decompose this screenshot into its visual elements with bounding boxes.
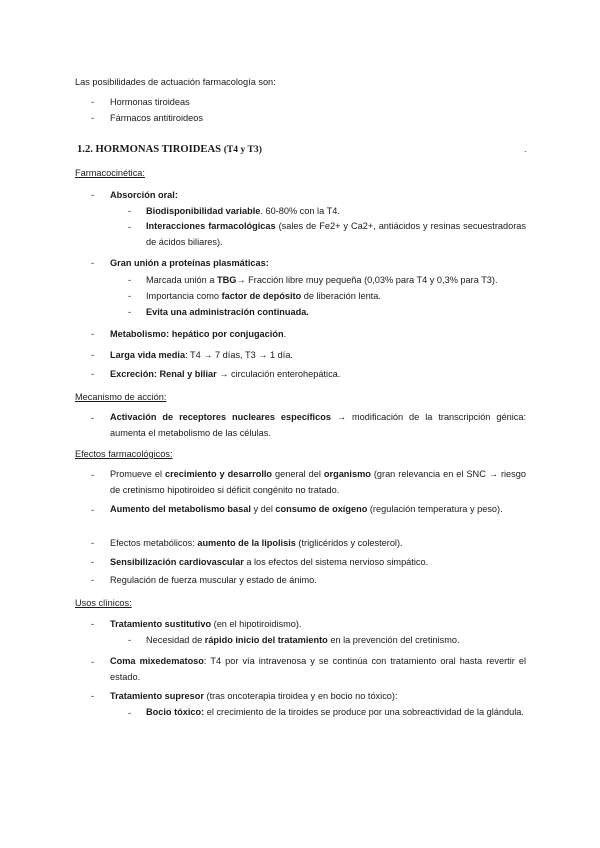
- metabolismo-item: Metabolismo: hepático por conjugación.: [110, 329, 287, 339]
- bullet-dash: -: [128, 291, 132, 301]
- absorcion-label: Absorción oral:: [110, 190, 178, 200]
- bullet-dash: -: [128, 708, 132, 718]
- bullet-dash: -: [91, 350, 95, 360]
- union-label: Gran unión a proteínas plasmáticas:: [110, 258, 269, 268]
- efecto-fuerza-muscular: Regulación de fuerza muscular y estado de ánimo.: [110, 575, 317, 585]
- efecto-cardiovascular: Sensibilización cardiovascular a los efectos del sistema nervioso simpático.: [110, 557, 429, 567]
- union-sub3: Evita una administración continuada.: [146, 307, 309, 317]
- farmacocinetica-title: Farmacocinética:: [75, 168, 145, 178]
- bullet-dash: -: [91, 329, 95, 339]
- bullet-dash: -: [91, 413, 95, 423]
- uso-sustitutivo: Tratamiento sustitutivo (en el hipotiroidismo).: [110, 619, 302, 629]
- intro-item-hormonas: Hormonas tiroideas: [110, 97, 190, 107]
- bullet-dash: -: [91, 691, 95, 701]
- section-heading: [77, 144, 262, 155]
- intro-item-antitiroideos: Fármacos antitiroideos: [110, 113, 203, 123]
- usos-title: Usos clínicos:: [75, 598, 132, 608]
- bullet-dash: -: [91, 113, 95, 123]
- bullet-dash: -: [91, 557, 95, 567]
- uso-coma-mixedematoso: Coma mixedematoso: T4 por vía intravenosa y se continúa con tratamiento oral hasta revertir el estado.: [110, 656, 526, 682]
- union-sub1: Marcada unión a TBG→ Fracción libre muy pequeña (0,03% para T4 y 0,3% para T3).: [146, 275, 498, 285]
- bullet-dash: -: [128, 307, 132, 317]
- heading-paren: (T4 y T3): [223, 144, 262, 155]
- efecto-crecimiento: Promueve el crecimiento y desarrollo general del organismo (gran relevancia en el SNC → riesgo de cretinismo hipotiroideo si déficit congénito no tratado.: [110, 469, 526, 495]
- heading-title: HORMONAS TIROIDEAS: [95, 144, 222, 155]
- union-sub2: Importancia como factor de depósito de liberación lenta.: [146, 291, 381, 301]
- bullet-dash: -: [128, 206, 132, 216]
- heading-trailing-dot: .: [524, 144, 527, 154]
- bullet-dash: -: [91, 657, 95, 667]
- mecanismo-title: Mecanismo de acción:: [75, 392, 167, 402]
- bullet-dash: -: [91, 619, 95, 629]
- bullet-dash: -: [91, 575, 95, 585]
- intro-text: Las posibilidades de actuación farmacología son:: [75, 77, 276, 87]
- bullet-dash: -: [128, 275, 132, 285]
- mecanismo-item: Activación de receptores nucleares específicos → modificación de la transcripción génica: aumenta el metabolismo de las células.: [110, 412, 526, 438]
- heading-number: 1.2.: [77, 144, 93, 155]
- bullet-dash: -: [91, 97, 95, 107]
- bullet-dash: -: [91, 190, 95, 200]
- efecto-metabolismo-basal: Aumento del metabolismo basal y del consumo de oxígeno (regulación temperatura y peso).: [110, 504, 503, 514]
- bullet-dash: -: [91, 258, 95, 268]
- bullet-dash: -: [128, 222, 132, 232]
- vida-media-item: Larga vida media: T4 → 7 días, T3 → 1 día.: [110, 350, 293, 360]
- uso-supresor: Tratamiento supresor (tras oncoterapia tiroidea y en bocio no tóxico):: [110, 691, 398, 701]
- bullet-dash: -: [91, 369, 95, 379]
- absorcion-sub2: Interacciones farmacológicas (sales de Fe2+ y Ca2+, antiácidos y resinas secuestradoras de ácidos biliares).: [146, 221, 526, 247]
- uso-sustitutivo-sub: Necesidad de rápido inicio del tratamiento en la prevención del cretinismo.: [146, 635, 460, 645]
- bullet-dash: -: [128, 635, 132, 645]
- bullet-dash: -: [91, 505, 95, 515]
- uso-supresor-sub: Bocio tóxico: el crecimiento de la tiroides se produce por una sobreactividad de la glándula.: [146, 707, 524, 717]
- efecto-lipolisis: Efectos metabólicos: aumento de la lipolisis (triglicéridos y colesterol).: [110, 538, 403, 548]
- bullet-dash: -: [91, 470, 95, 480]
- efectos-title: Efectos farmacológicos:: [75, 449, 173, 459]
- excrecion-item: Excreción: Renal y biliar → circulación enterohepática.: [110, 369, 341, 379]
- bullet-dash: -: [91, 538, 95, 548]
- absorcion-sub1: Biodisponibilidad variable. 60-80% con la T4.: [146, 206, 340, 216]
